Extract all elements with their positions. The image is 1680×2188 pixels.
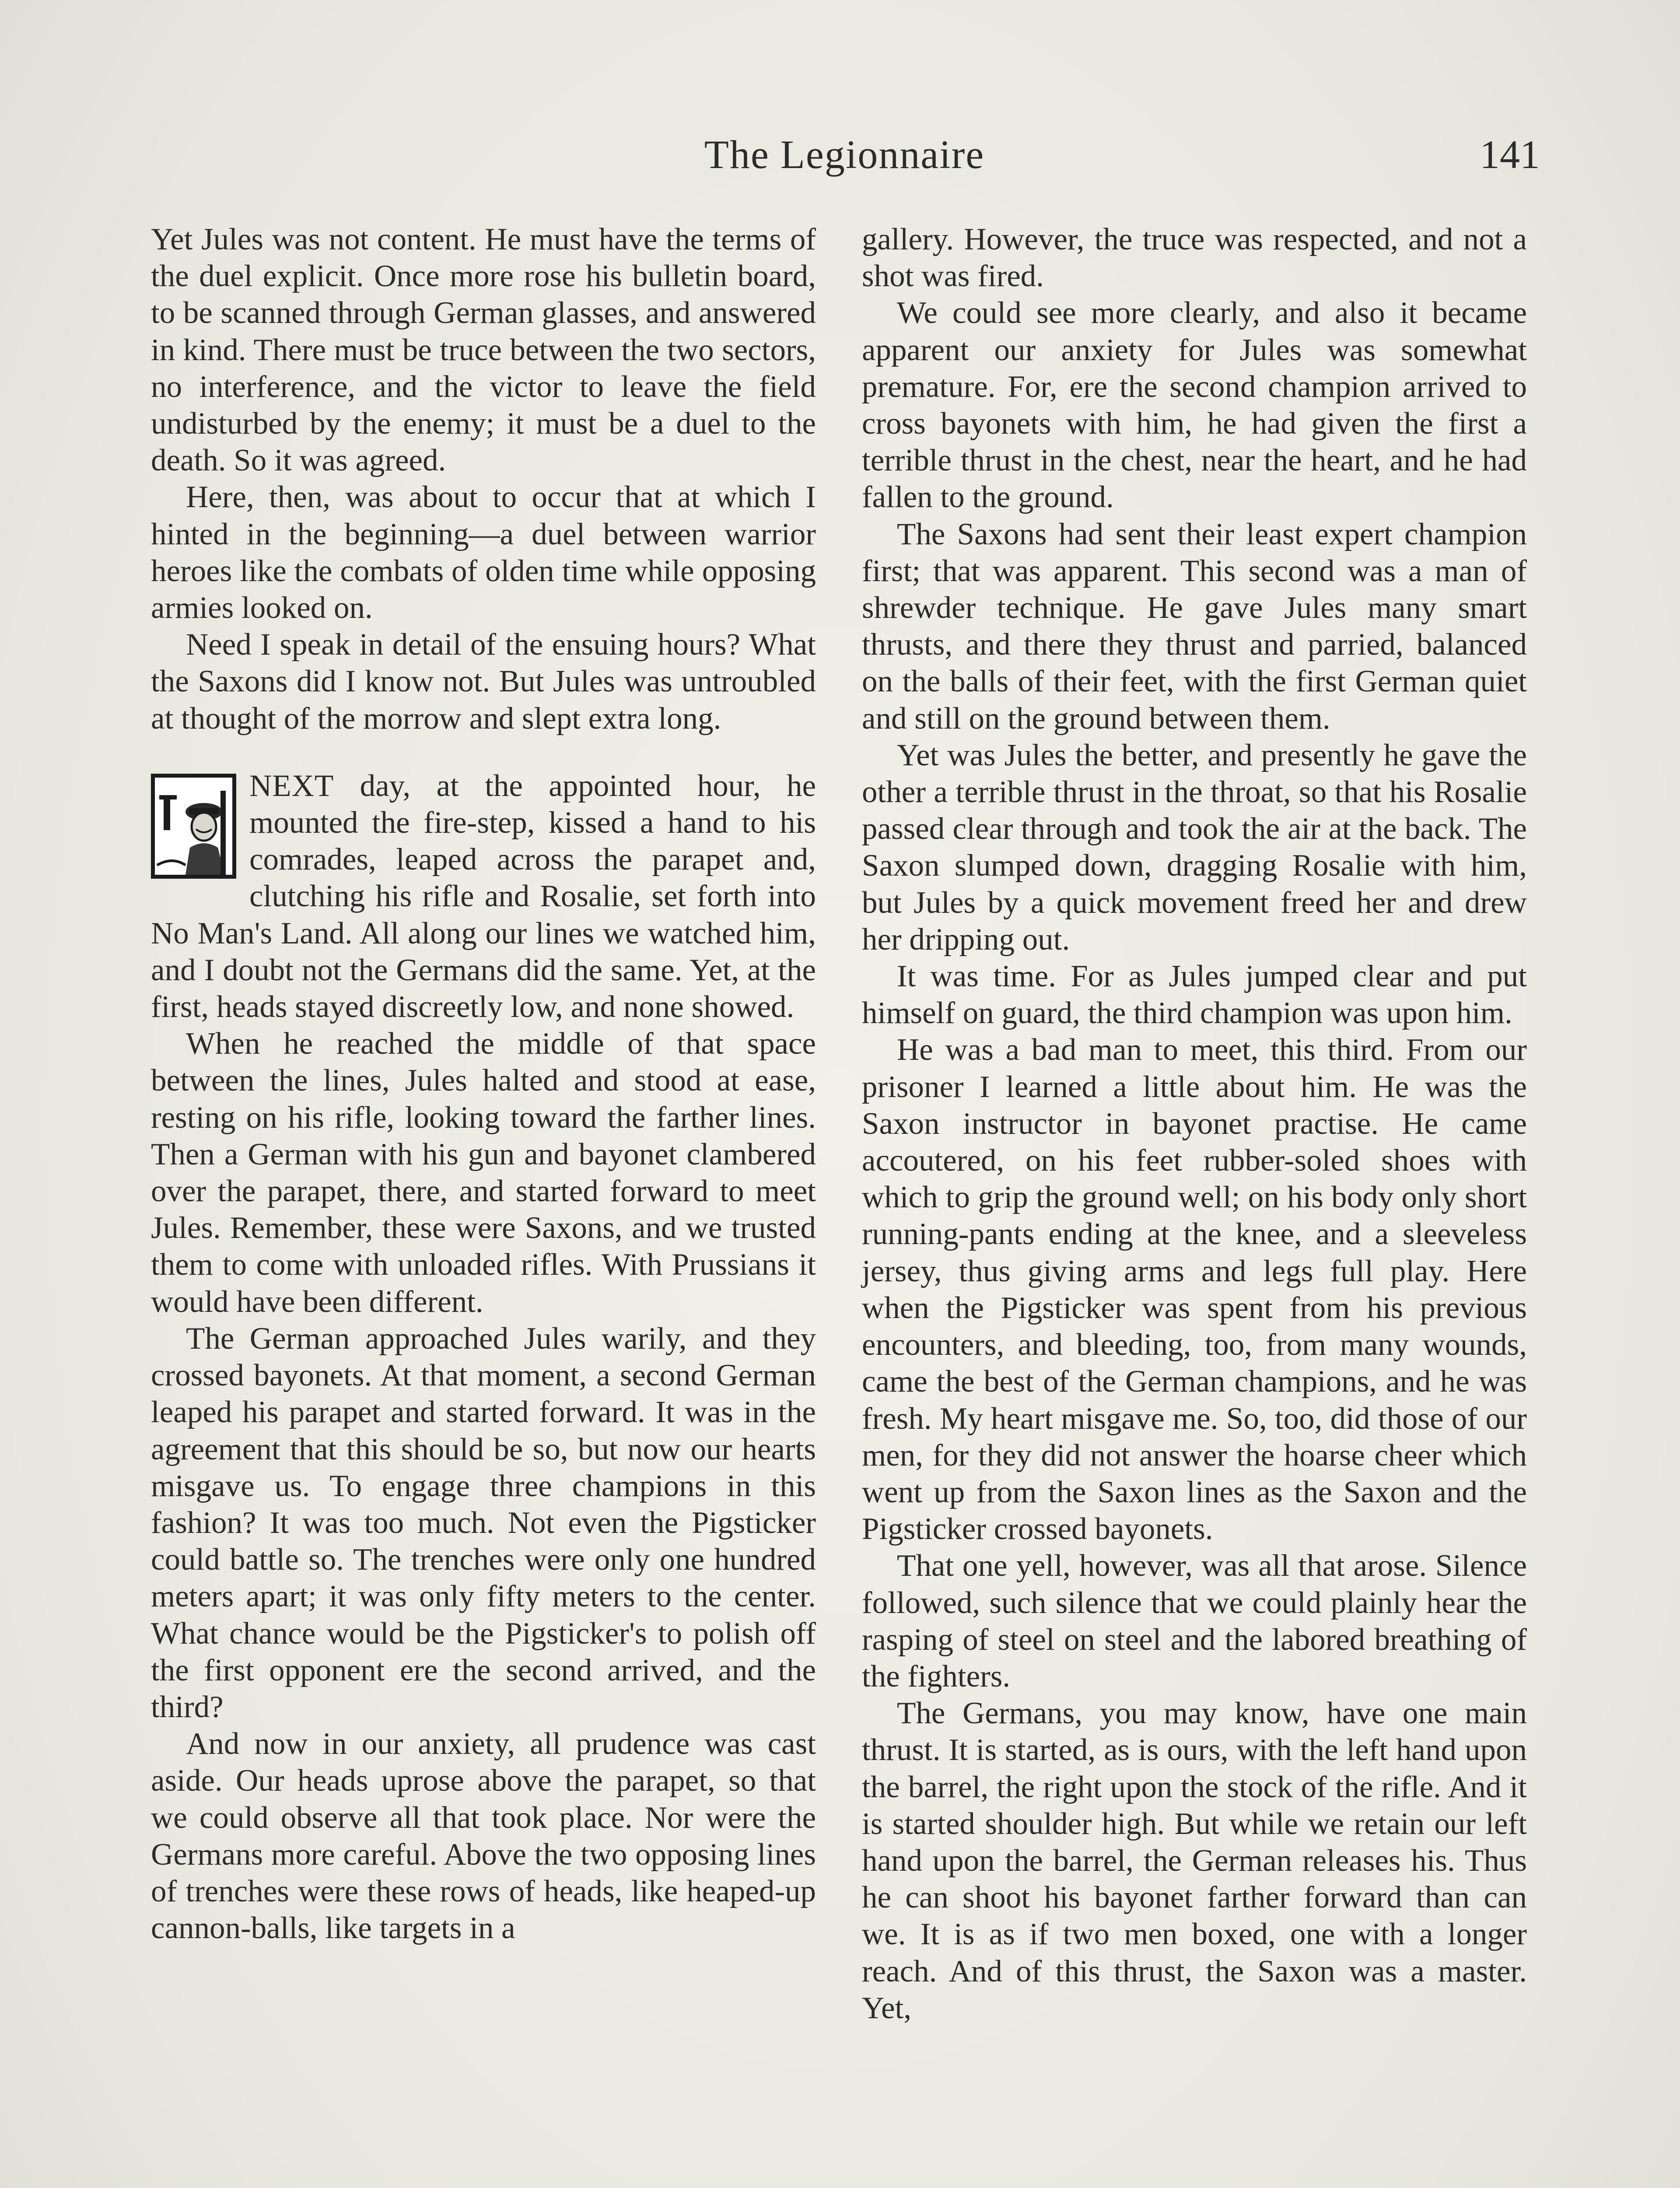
page-number: 141 [1480,132,1540,177]
dropcap-paragraph-text: day, at the appointed hour, he mounted the fire-step, kissed a hand to his comrades, leaped across the parapet and, clutching his rifle and Rosalie, set forth into No Man's Land. All along our lines we watched him, and I doubt not the Germans did the same. Yet, at the first, heads stayed discreetly low, and none showed. [151,768,816,1024]
paragraph: The Saxons had sent their least expert champion first; that was apparent. This second was a man of shrewder technique. He gave Jules many smart thrusts, and there they thrust and parried, balanced on the balls of their feet, with the first German quiet and still on the ground between them. [862,517,1527,736]
paragraph: When he reached the middle of that space between the lines, Jules halted and stood at ease, resting on his rifle, looking toward the farther lines. Then a German with his gun and bayonet clambered over the parapet, there, and started forward to meet Jules. Remember, these were Saxons, and we trusted them to come with unloaded rifles. With Prussians it would have been different. [151,1027,816,1319]
dropcap-paragraph [151,768,816,1025]
paragraph: It was time. For as Jules jumped clear and put himself on guard, the third champion was upon him. [862,959,1527,1031]
soldier-portrait-icon [151,774,236,879]
paragraph: We could see more clearly, and also it became apparent our anxiety for Jules was somewhat premature. For, ere the second champion arrived to cross bayonets with him, he had given the first a terrible thrust in the chest, near the heart, and he had fallen to the ground. [862,296,1527,515]
right-column [862,221,1527,2027]
paragraph: Need I speak in detail of the ensuing hours? What the Saxons did I know not. But Jules was untroubled at thought of the morrow and slept extra long. [151,628,816,736]
paragraph: That one yell, however, was all that arose. Silence followed, such silence that we could plainly hear the rasping of steel on steel and the labored breathing of the fighters. [862,1549,1527,1694]
paragraph: The Germans, you may know, have one main thrust. It is started, as is ours, with the left hand upon the barrel, the right upon the stock of the rifle. And it is started shoulder high. But while we retain our left hand upon the barrel, the German releases his. Thus he can shoot his bayonet farther forward than can we. It is as if two men boxed, one with a longer reach. And of this thrust, the Saxon was a master. Yet, [862,1696,1527,2025]
running-head: The Legionnaire [704,132,985,177]
paragraph: gallery. However, the truce was respected, and not a shot was fired. [862,222,1527,294]
paragraph: And now in our anxiety, all prudence was cast aside. Our heads uprose above the parapet, so that we could observe all that took place. Nor were the Germans more careful. Above the two opposing lines of trenches were these rows of heads, like heaped-up cannon-balls, like targets in a [151,1727,816,1946]
dropcap-lead-word: NEXT [249,768,334,803]
paragraph: The German approached Jules warily, and they crossed bayonets. At that moment, a second German leaped his parapet and started forward. It was in the agreement that this should be so, but now our hearts misgave us. To engage three champions in this fashion? It was too much. Not even the Pigsticker could battle so. The trenches were only one hundred meters apart; it was only fifty meters to the center. What chance would be the Pigsticker's to polish off the first opponent ere the second arrived, and the third? [151,1321,816,1724]
paragraph: Here, then, was about to occur that at which I hinted in the beginning—a duel between warrior heroes like the combats of olden time while opposing armies looked on. [151,480,816,625]
paragraph: He was a bad man to meet, this third. From our prisoner I learned a little about him. He was the Saxon instructor in bayonet practise. He came accoutered, on his feet rubber-soled shoes with which to grip the ground well; on his body only short running-pants ending at the knee, and a sleeveless jersey, thus giving arms and legs full play. Here when the Pigsticker was spent from his previous encounters, and bleeding, too, from many wounds, came the best of the German champions, and he was fresh. My heart misgave me. So, too, did those of our men, for they did not answer the hoarse cheer which went up from the Saxon lines as the Saxon and the Pigsticker crossed bayonets. [862,1033,1527,1546]
paragraph: Yet was Jules the better, and presently he gave the other a terrible thrust in the throat, so that his Rosalie passed clear through and took the air at the back. The Saxon slumped down, dragging Rosalie with him, but Jules by a quick movement freed her and drew her dripping out. [862,738,1527,957]
left-column [151,221,816,1946]
paragraph: Yet Jules was not content. He must have the terms of the duel explicit. Once more rose his bulletin board, to be scanned through German glasses, and answered in kind. There must be truce between the two sectors, no interference, and the victor to leave the field undisturbed by the enemy; it must be a duel to the death. So it was agreed. [151,222,816,478]
page-header [149,123,1540,188]
